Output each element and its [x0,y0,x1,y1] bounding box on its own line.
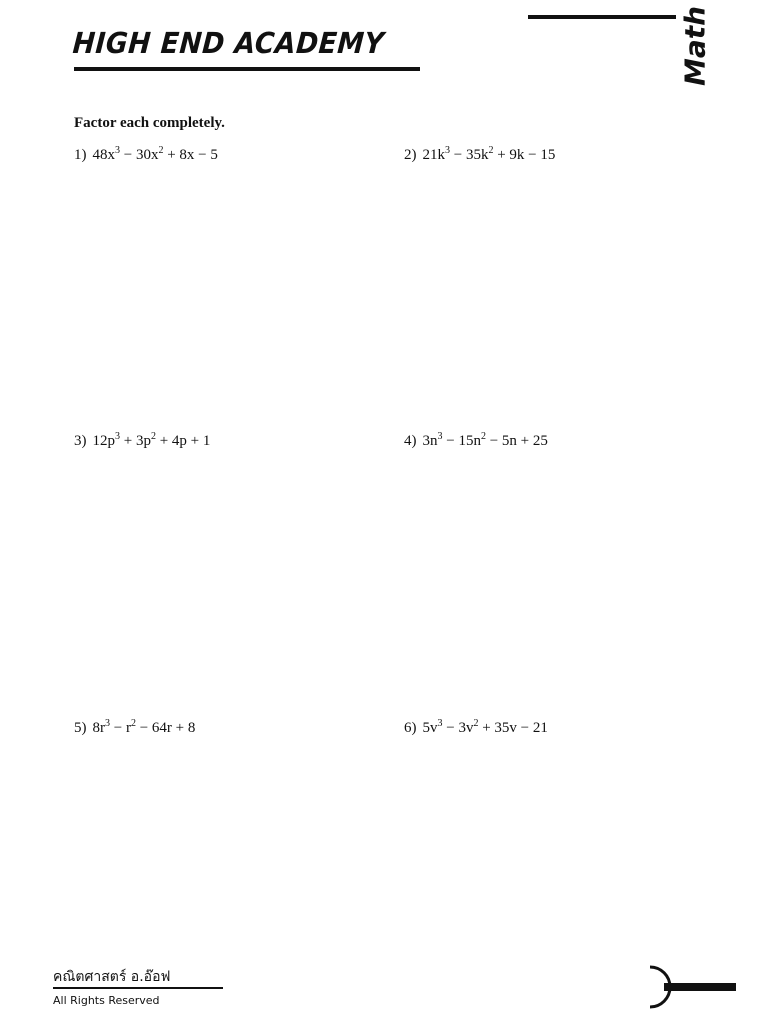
problem-5 [74,720,195,737]
problem-term: − 15n [442,433,481,449]
problem-number: 4) [404,433,417,449]
problem-1 [74,147,218,164]
problem-3 [74,433,210,450]
problem-4 [404,433,548,450]
footer-author: คณิตศาสตร์ อ.อ๊อฟ [53,969,171,985]
corner-rule [528,15,676,19]
instruction-text: Factor each completely. [74,115,225,131]
problem-exponent: 2 [150,431,156,442]
problem-exponent: 3 [105,718,110,729]
problem-term: − r [110,720,131,736]
problem-number: 2) [404,147,417,163]
footer-emblem-icon [624,962,740,1012]
problem-term: − 64r + 8 [135,720,196,736]
problem-term: + 3p [120,433,151,449]
problem-number: 6) [404,720,417,736]
problem-exponent: 2 [130,718,136,729]
problem-exponent: 2 [480,431,486,442]
brand-title: HIGH END ACADEMY [71,26,386,60]
problem-term: 5v [422,720,438,736]
problem-exponent: 3 [115,431,120,442]
problem-term: 21k [422,147,445,163]
problem-exponent: 3 [437,718,443,729]
problem-exponent: 3 [437,431,443,442]
problem-term: − 5n + 25 [485,433,548,449]
problem-2 [404,147,555,164]
problem-term: + 8x − 5 [163,147,218,163]
problem-exponent: 2 [488,145,494,156]
problem-term: + 9k − 15 [493,147,556,163]
problem-exponent: 3 [115,145,120,156]
problem-number: 1) [74,147,87,163]
problem-term: − 3v [442,720,474,736]
brand-underline [74,67,420,71]
problem-number: 3) [74,433,87,449]
problem-exponent: 2 [473,718,479,729]
subject-label: Math [678,5,712,87]
problem-6 [404,720,548,737]
footer-rights: All Rights Reserved [53,994,160,1007]
problem-number: 5) [74,720,87,736]
problem-term: 8r [92,720,105,736]
problem-term: 12p [92,433,115,449]
problem-term: 3n [422,433,438,449]
problem-term: − 35k [450,147,489,163]
subject-label-container [676,6,714,86]
problem-term: 48x [92,147,115,163]
problem-term: + 35v − 21 [478,720,548,736]
footer-underline [53,987,223,989]
problem-exponent: 2 [158,145,164,156]
problem-exponent: 3 [445,145,450,156]
problem-term: − 30x [120,147,159,163]
problem-term: + 4p + 1 [155,433,211,449]
